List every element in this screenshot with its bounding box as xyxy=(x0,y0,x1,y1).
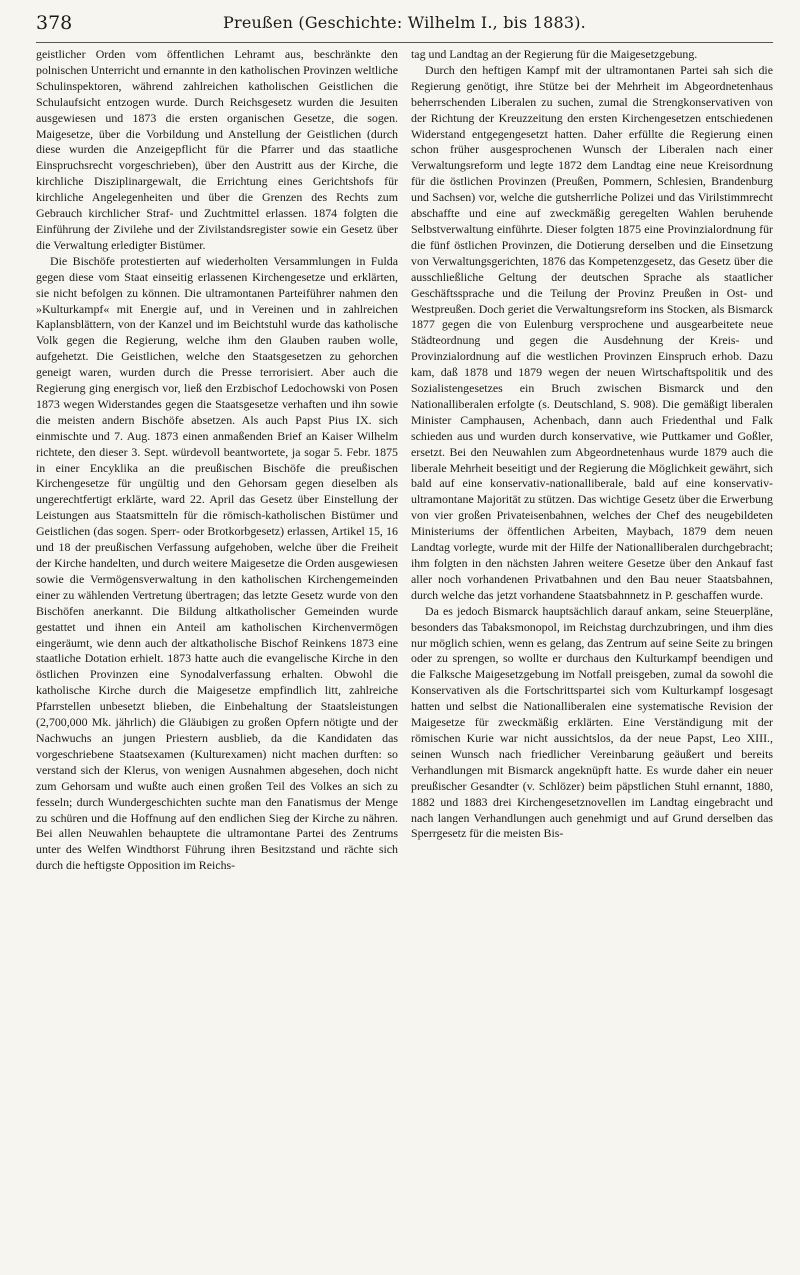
paragraph: Durch den heftigen Kampf mit der ultramontanen Partei sah sich die Regierung genötigt, ihre Stütze bei der Mehrheit im Abgeordnetenhaus beherrschenden Liberalen zu suchen, zumal die Strengkonservativen von der Richtung der Kreuzzeitung den ersten Kirchengesetzen entschiedenen Widerstand entgegengesetzt hatten. Daher erfüllte die Regierung einen schon früher ausgesprochenen Wunsch der Liberalen nach einer Verwaltungsreform und legte 1872 dem Landtag eine neue Kreisordnung für die östlichen Provinzen (Preußen, Pommern, Schlesien, Brandenburg und Sachsen) vor, welche die gutsherrliche Polizei und das Virilstimmrecht abschaffte und eine auf zweckmäßig geregelten Wahlen beruhende Selbstverwaltung einführte. Dieser folgten 1875 eine Provinzialordnung für die fünf östlichen Provinzen, die Dotierung derselben und die Einsetzung von Verwaltungsgerichten, 1876 das Kompetenzgesetz, das Gesetz über die ausschließliche Geltung der deutschen Sprache als staatlicher Geschäftssprache und die Teilung der Provinz Preußen in Ost- und Westpreußen. Doch geriet die Verwaltungsreform ins Stocken, als Bismarck 1877 gegen die von Eulenburg versprochene und ausgearbeitete neue Städteordnung und gegen die Ausdehnung der Kreis- und Provinzialordnung auf die westlichen Provinzen Einspruch erhob. Dazu kam, daß 1878 und 1879 wegen der neuen Wirtschaftspolitik und des Sozialistengesetzes ein Bruch zwischen Bismarck und den Nationalliberalen erfolgte (s. Deutschland, S. 908). Die gemäßigt liberalen Minister Camphausen, Achenbach, dann auch Friedenthal und Falk schieden aus und wurden durch konservative, wie Puttkamer und Goßler, ersetzt. Bei den Neuwahlen zum Abgeordnetenhaus wurde 1879 auch die liberale Mehrheit beseitigt und der Regierung die Möglichkeit gewährt, sich bald auf eine konservativ-nationalliberale, bald auf eine konservativ-ultramontane Majorität zu stützen. Das wichtige Gesetz über die Erwerbung von vier großen Privateisenbahnen, welches der Chef des neugebildeten Ministeriums der öffentlichen Arbeiten, Maybach, 1879 dem neuen Landtag vorlegte, wurde mit der Hilfe der Nationalliberalen durchgebracht; ihm folgten in den nächsten Jahren weitere Gesetze über den Ankauf fast aller noch vorhandenen Privatbahnen und den Bau neuer Staatsbahnen, durch welche das jetzt vorhandene Staatsbahnnetz in P. geschaffen wurde. xyxy=(411,62,773,602)
paragraph: Da es jedoch Bismarck hauptsächlich darauf ankam, seine Steuerpläne, besonders das Tabaksmonopol, im Reichstag durchzubringen, und ihm dies nur möglich schien, wenn es gelang, das Zentrum auf seine Seite zu bringen oder zu sprengen, so wollte er durchaus den Kulturkampf beendigen und die Falksche Maigesetzgebung im Notfall preisgeben, zumal da sowohl die Konservativen als die Fortschrittspartei sich vom Kulturkampf losgesagt hatten und selbst die Nationalliberalen eine systematische Revision der Maigesetze für zweckmäßig erklärten. Eine Verständigung mit der römischen Kurie war nicht aussichtslos, da der neue Papst, Leo XIII., seinen Wunsch nach friedlicher Vereinbarung geäußert und bereits Verhandlungen mit Bismarck angeknüpft hatte. Es wurde daher ein neuer preußischer Gesandter (v. Schlözer) beim päpstlichen Stuhl ernannt, 1880, 1882 und 1883 drei Kirchengesetznovellen im Landtag eingebracht und nach langen Verhandlungen auch genehmigt und auf Grund derselben das Sperrgesetz für die meisten Bis- xyxy=(411,603,773,841)
paragraph: geistlicher Orden vom öffentlichen Lehramt aus, beschränkte den polnischen Unterricht und ernannte in den katholischen Provinzen weltliche Schulinspektoren, während zahlreichen katholischen Geistlichen die Schulaufsicht entzogen wurde. Durch Reichsgesetz wurden die Jesuiten ausgewiesen und 1873 die ersten organischen Gesetze, die sogen. Maigesetze, über die Vorbildung und Anstellung der Geistlichen (durch diese wurden die Anzeigepflicht für die Pfarrer und das staatliche Einspruchsrecht vorgeschrieben), über den Austritt aus der Kirche, die kirchliche Disziplinargewalt, die Errichtung eines Gerichtshofs für kirchliche Angelegenheiten und über die Grenzen des Rechts zum Gebrauch kirchlicher Straf- und Zuchtmittel erlassen. 1874 folgten die Einführung der Zivilehe und der Zivilstandsregister sowie ein Gesetz über die Verwaltung erledigter Bistümer. xyxy=(36,47,398,252)
page-header xyxy=(36,10,773,43)
paragraph: Die Bischöfe protestierten auf wiederholten Versammlungen in Fulda gegen diese vom Staat einseitig erlassenen Kirchengesetze und erklärten, sie nicht befolgen zu können. Die ultramontanen Parteiführer nahmen den »Kulturkampf« mit Energie auf, und in Vereinen und in zahlreichen Kaplansblättern, von der Kanzel und im Beichtstuhl wurde das katholische Volk gegen die Regierung, welche ihm den Glauben rauben wolle, aufgehetzt. Die Geistlichen, welche den Staatsgesetzen zu gehorchen geneigt waren, wurden durch die Presse terrorisiert. Aber auch die Regierung ging energisch vor, ließ den Erzbischof Ledochowski von Posen 1873 wegen Widerstandes gegen die Staatsgesetze verhaften und ihn sowie die meisten andern Bischöfe absetzen. Als auch Papst Pius IX. sich einmischte und 7. Aug. 1873 einen anmaßenden Brief an Kaiser Wilhelm richtete, den dieser 3. Sept. würdevoll beantwortete, ja sogar 5. Febr. 1875 in einer Encyklika an die preußischen Bischöfe die preußischen Kirchengesetze für ungültig und den Gehorsam gegen dieselben als ungerechtfertigt erklärte, ward 22. April das Gesetz über Einstellung der Leistungen aus Staatsmitteln für die römisch-katholischen Bistümer und Geistlichen (das sogen. Sperr- oder Brotkorbgesetz) erlassen, Artikel 15, 16 und 18 der preußischen Verfassung aufgehoben, welche über die Freiheit der Kirche handelten, und durch weitere Maigesetze die Orden ausgewiesen sowie die Vermögensverwaltung in den katholischen Kirchengemeinden einer zu wählenden Vertretung übertragen; das letzte Gesetz wurde von den Bischöfen anerkannt. Die Bildung altkatholischer Gemeinden wurde gestattet und ihnen ein Anteil am katholischen Kirchenvermögen eingeräumt, wie denn auch der altkatholische Bischof Reinkens 1873 eine staatliche Dotation erhielt. 1873 hatte auch die evangelische Kirche in den östlichen Provinzen eine Synodalverfassung erhalten. Obwohl die katholische Kirche durch die Maigesetze empfindlich litt, zahlreiche Pfarrstellen unbesetzt blieben, die Einbehaltung der Staatsleistungen (2,700,000 Mk. jährlich) die Gläubigen zu großen Opfern nötigte und der Nachwuchs an jungen Priestern ausblieb, da die Kandidaten das vorgeschriebene Staatsexamen (Kulturexamen) nicht machen durften: so verstand sich der Klerus, von wenigen Ausnahmen abgesehen, doch nicht zum Gehorsam und wußte auch einen großen Teil des Volkes an sich zu fesseln; durch Wundergeschichten suchte man den Fanatismus der Menge zu schüren und die Hoffnung auf den endlichen Sieg der Kirche zu nähren. Bei allen Neuwahlen behauptete die ultramontane Partei des Zentrums unter des Welfen Windthorst Führung ihren Besitzstand und rächte sich durch die heftigste Opposition im Reichs- xyxy=(36,253,398,873)
page-number: 378 xyxy=(36,12,73,34)
right-column xyxy=(411,47,773,874)
paragraph: tag und Landtag an der Regierung für die Maigesetzgebung. xyxy=(411,47,698,61)
text-columns xyxy=(36,47,773,874)
left-column xyxy=(36,47,398,874)
running-head: Preußen (Geschichte: Wilhelm I., bis 1883). xyxy=(223,13,586,32)
